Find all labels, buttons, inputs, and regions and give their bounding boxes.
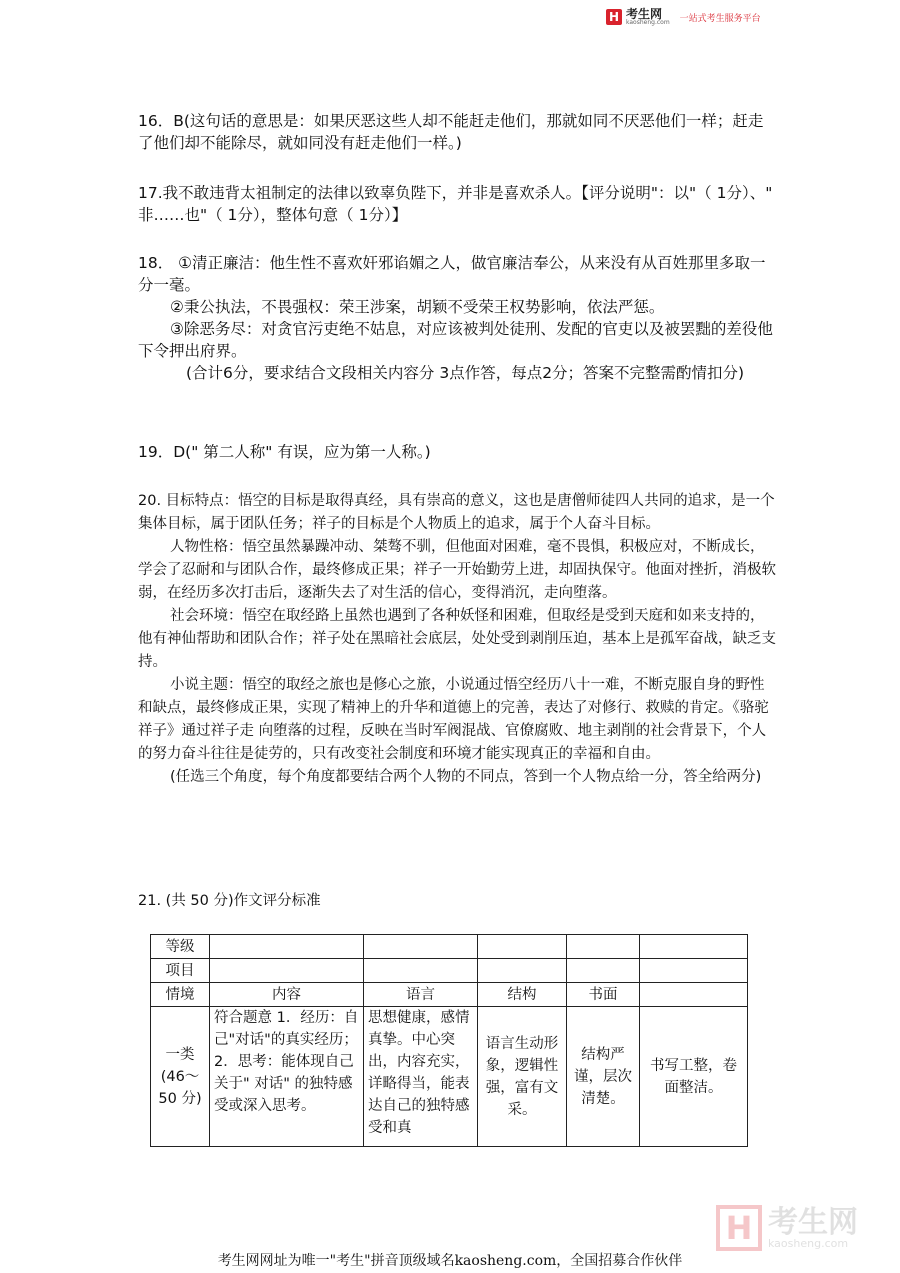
answer-20 — [138, 490, 778, 789]
watermark-name: 考生网 — [768, 1204, 858, 1240]
answer-17 — [138, 182, 778, 226]
table-header-row — [151, 983, 748, 1007]
answer-19 — [138, 441, 778, 463]
answer-20-environment: 社会环境：悟空在取经路上虽然也遇到了各种妖怪和困难，但取经是受到天庭和如来支持的，他有神仙帮助和团队合作；祥子处在黑暗社会底层，处处受到剥削压迫，基本上是孤军奋战，缺乏支持。 — [138, 608, 776, 670]
watermark-domain: kaosheng.com — [768, 1236, 849, 1250]
language-cell: 思想健康，感情真挚。中心突出，内容充实，详略得当，能表达自己的独特感受和真 — [364, 1007, 478, 1147]
watermark — [716, 1205, 858, 1251]
structure-cell: 语言生动形象，逻辑性强，富有文采。 — [478, 1007, 567, 1147]
essay-grading-table — [150, 934, 748, 1147]
table-row — [151, 1007, 748, 1147]
extra-cell: 书写工整，卷面整洁。 — [640, 1007, 748, 1147]
table-row — [151, 959, 748, 983]
answer-18-note: (合计6分，要求结合文段相关内容分 3点作答，每点2分；答案不完整需酌情扣分) — [186, 364, 745, 382]
logo-domain: kaosheng.com — [626, 19, 670, 26]
answer-16 — [138, 110, 778, 154]
header-language: 语言 — [364, 983, 478, 1007]
table-row — [151, 935, 748, 959]
header-scenario: 情境 — [151, 983, 210, 1007]
answer-20-note: (任选三个角度，每个角度都要结合两个人物的不同点，答到一个人物点给一分，答全给两分) — [170, 769, 762, 785]
writing-cell: 结构严谨，层次清楚。 — [567, 1007, 640, 1147]
answer-21-title — [138, 890, 778, 913]
answer-19-text: 19．D(" 第二人称" 有误，应为第一人称。) — [138, 443, 431, 461]
answer-20-goal: 20. 目标特点：悟空的目标是取得真经，具有崇高的意义，这也是唐僧师徒四人共同的追求，是一个集体目标，属于团队任务；祥子的目标是个人物质上的追求，属于个人奋斗目标。 — [138, 493, 775, 532]
logo-name: 考生网 — [626, 7, 663, 21]
logo-slogan: 一站式考生服务平台 — [679, 13, 761, 24]
header-content: 内容 — [210, 983, 364, 1007]
answer-18-point-3: ③除恶务尽：对贪官污吏绝不姑息，对应该被判处徒刑、发配的官吏以及被罢黜的差役他下令押出府界。 — [138, 320, 773, 360]
grade-label-cell: 等级 — [151, 935, 210, 959]
answer-18-point-1: 18． ①清正廉洁：他生性不喜欢奸邪谄媚之人，做官廉洁奉公，从来没有从百姓那里多取一分一毫。 — [138, 254, 766, 294]
kaosheng-logo-icon: H — [606, 9, 622, 25]
essay-criteria-title: 21. (共 50 分)作文评分标准 — [138, 893, 321, 909]
content-cell: 符合题意 1．经历：自己"对话"的真实经历；2．思考：能体现自己关于" 对话" 的独特感受或深入思考。 — [210, 1007, 364, 1147]
answer-20-theme: 小说主题：悟空的取经之旅也是修心之旅，小说通过悟空经历八十一难，不断克服自身的野性和缺点，最终修成正果，实现了精神上的升华和道德上的完善，表达了对修行、救赎的肯定。《骆驼祥子》通过祥子走 向堕落的过程，反映在当时军阀混战、官僚腐败、地主剥削的社会背景下，个人的努力奋斗往往是徒劳的，只有改变社会制度和环境才能实现真正的幸福和自由。 — [138, 677, 769, 762]
answer-18 — [138, 252, 778, 384]
watermark-logo-icon: H — [716, 1205, 762, 1251]
header-logo[interactable] — [606, 8, 761, 26]
header-structure: 结构 — [478, 983, 567, 1007]
header-writing: 书面 — [567, 983, 640, 1007]
level-cell: 一类(46～50 分) — [151, 1007, 210, 1147]
answer-18-point-2: ②秉公执法，不畏强权：荣王涉案，胡颖不受荣王权势影响，依法严惩。 — [170, 298, 665, 316]
answer-20-character: 人物性格：悟空虽然暴躁冲动、桀骜不驯，但他面对困难，毫不畏惧，积极应对，不断成长，学会了忍耐和与团队合作，最终修成正果；祥子一开始勤劳上进，却固执保守。他面对挫折，消极软弱，在经历多次打击后，逐渐失去了对生活的信心，变得消沉，走向堕落。 — [138, 539, 776, 601]
answer-16-text: 16．B(这句话的意思是：如果厌恶这些人却不能赶走他们，那就如同不厌恶他们一样；赶走了他们却不能除尽，就如同没有赶走他们一样。) — [138, 112, 764, 152]
page-footer: 考生网网址为唯一"考生"拼音顶级域名kaosheng.com，全国招募合作伙伴 — [217, 1253, 683, 1269]
answer-17-text: 17.我不敢违背太祖制定的法律以致辜负陛下，并非是喜欢杀人。【评分说明"：以"（ 1分）、" 非……也"（ 1分），整体句意（ 1分）】 — [138, 184, 773, 224]
item-label-cell: 项目 — [151, 959, 210, 983]
